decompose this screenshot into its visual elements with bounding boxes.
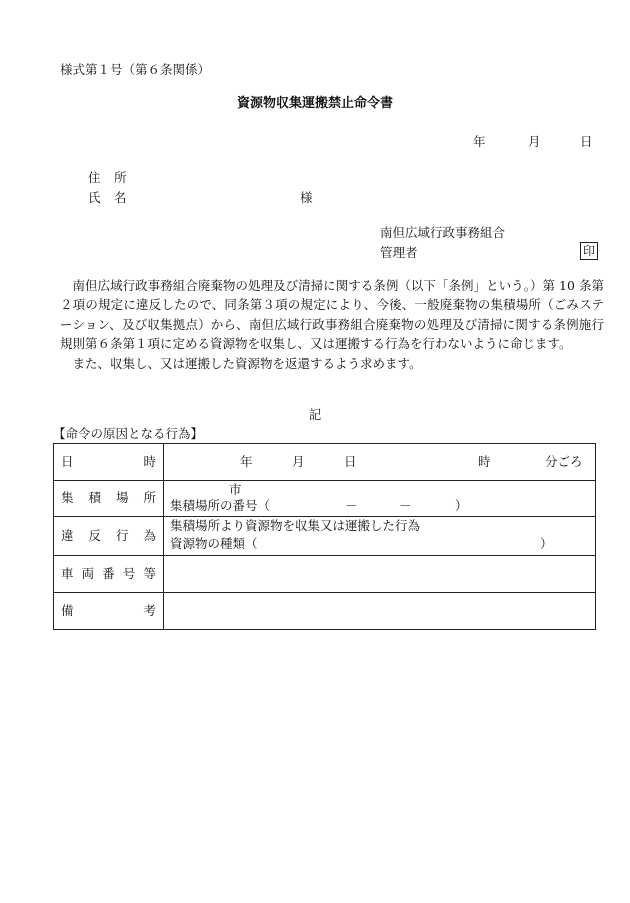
loc-close: ）	[455, 498, 468, 513]
name-label-char: 氏	[88, 190, 101, 205]
document-title: 資源物収集運搬禁止命令書	[236, 96, 393, 111]
date-day-label: 日	[580, 134, 593, 149]
table-row-remarks	[54, 593, 596, 630]
dt-month: 月	[292, 454, 305, 469]
table-row-vehicle	[54, 556, 596, 593]
label-char: 積	[88, 490, 101, 506]
datetime-field[interactable]	[164, 444, 596, 481]
order-paragraph: また、収集し、又は運搬した資源物を返還するよう求めます。	[72, 355, 422, 371]
honorific: 様	[300, 190, 313, 205]
name-label-char: 名	[114, 190, 127, 205]
loc-city: 市	[229, 482, 242, 497]
label-char: 場	[115, 490, 129, 506]
material-type-label: 資源物の種類（	[170, 536, 258, 551]
remarks-field[interactable]	[164, 593, 596, 630]
row-label-violation	[54, 517, 164, 556]
form-number: 様式第１号（第６条関係）	[60, 62, 211, 77]
loc-dash: －	[345, 498, 358, 513]
address-label-char: 住	[88, 170, 101, 185]
label-char: 為	[143, 527, 156, 543]
row-label-remarks	[54, 593, 164, 630]
ki-heading: 記	[308, 407, 322, 422]
label-char: 等	[143, 565, 156, 581]
label-char: 号	[122, 565, 136, 581]
label-char: 日	[61, 453, 74, 469]
issuer-organization: 南但広域行政事務組合	[380, 225, 506, 240]
dt-year: 年	[240, 454, 253, 469]
row-label-location	[54, 481, 164, 517]
loc-number-label: 集積場所の番号（	[170, 498, 271, 513]
label-char: 備	[61, 602, 74, 618]
label-char: 反	[88, 527, 101, 543]
violation-desc: 集積場所より資源物を収集又は運搬した行為	[170, 518, 421, 533]
table-row-datetime	[54, 444, 596, 481]
location-field[interactable]	[164, 481, 596, 517]
label-char: 考	[143, 602, 156, 618]
table-row-location	[54, 481, 596, 517]
dt-day: 日	[344, 454, 357, 469]
row-label-datetime	[54, 444, 164, 481]
order-body	[60, 276, 604, 373]
issuer-title: 管理者	[380, 245, 418, 260]
label-char: 時	[143, 453, 156, 469]
violation-field[interactable]	[164, 517, 596, 556]
label-char: 集	[61, 490, 74, 506]
row-label-vehicle	[54, 556, 164, 593]
label-char: 行	[115, 527, 129, 543]
material-type-close: ）	[540, 536, 553, 551]
label-char: 違	[61, 527, 74, 543]
order-paragraph: 南但広域行政事務組合廃棄物の処理及び清掃に関する条例（以下「条例」という。）第 10 条第２項の規定に違反したので、同条第３項の規定により、今後、一般廃棄物の集積場所（ごみステーション、及び収集拠点）から、南但広域行政事務組合廃棄物の処理及び清掃に関する条例施行規則第６条第１項に定める資源物を収集し、又は運搬する行為を行わないように命じます。	[60, 278, 604, 352]
address-label-char: 所	[114, 170, 127, 185]
date-year-label: 年	[473, 134, 486, 149]
table-row-violation	[54, 517, 596, 556]
label-char: 所	[143, 490, 156, 506]
dt-hour: 時	[478, 454, 491, 469]
vehicle-number-field[interactable]	[164, 556, 596, 593]
date-month-label: 月	[528, 134, 541, 149]
label-char: 両	[81, 565, 95, 581]
seal-stamp: 印	[580, 242, 598, 260]
cause-table	[53, 443, 596, 630]
label-char: 車	[61, 565, 74, 581]
label-char: 番	[102, 565, 115, 581]
dt-minute: 分ごろ	[545, 454, 583, 469]
cause-section-label: 【命令の原因となる行為】	[53, 426, 204, 441]
loc-dash: －	[399, 498, 412, 513]
